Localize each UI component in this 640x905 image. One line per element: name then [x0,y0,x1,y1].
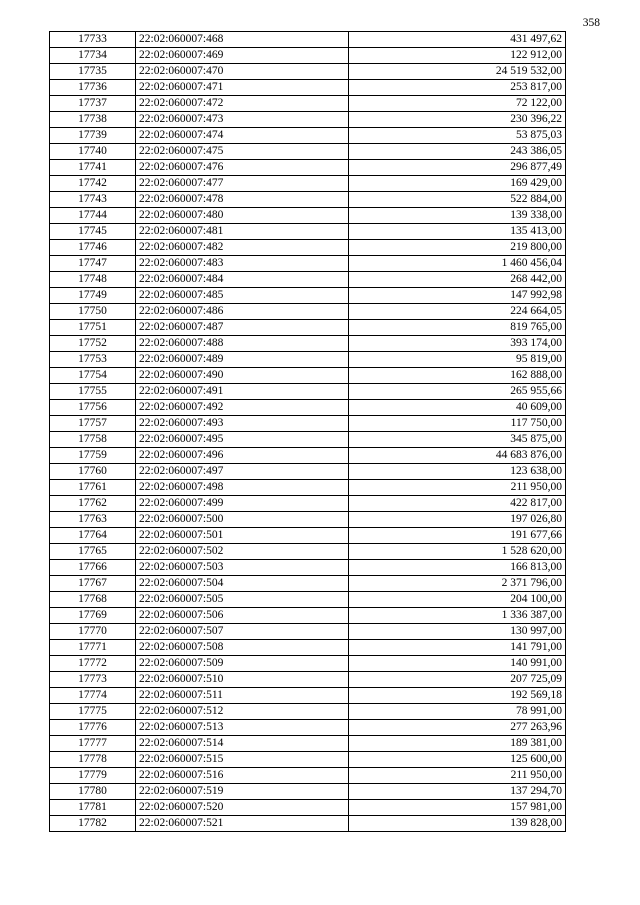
cadastral-number-cell: 22:02:060007:471 [136,80,349,96]
table-row [50,224,566,240]
cadastral-value-cell: 141 791,00 [349,640,566,656]
cadastral-value-cell: 1 528 620,00 [349,544,566,560]
row-number-cell: 17782 [50,816,136,832]
table-row [50,240,566,256]
cadastral-value-cell: 139 828,00 [349,816,566,832]
cadastral-number-cell: 22:02:060007:486 [136,304,349,320]
table-row [50,96,566,112]
cadastral-number-cell: 22:02:060007:483 [136,256,349,272]
cadastral-number-cell: 22:02:060007:492 [136,400,349,416]
table-row [50,112,566,128]
cadastral-value-cell: 40 609,00 [349,400,566,416]
cadastral-value-cell: 2 371 796,00 [349,576,566,592]
cadastral-value-cell: 277 263,96 [349,720,566,736]
cadastral-value-cell: 224 664,05 [349,304,566,320]
row-number-cell: 17741 [50,160,136,176]
cadastral-number-cell: 22:02:060007:473 [136,112,349,128]
table-row [50,688,566,704]
cadastral-value-cell: 166 813,00 [349,560,566,576]
cadastral-value-cell: 211 950,00 [349,768,566,784]
cadastral-number-cell: 22:02:060007:474 [136,128,349,144]
table-row [50,384,566,400]
row-number-cell: 17771 [50,640,136,656]
table-row [50,48,566,64]
row-number-cell: 17755 [50,384,136,400]
table-row [50,656,566,672]
table-row [50,192,566,208]
table-row [50,32,566,48]
cadastral-number-cell: 22:02:060007:469 [136,48,349,64]
table-row [50,784,566,800]
cadastral-value-cell: 122 912,00 [349,48,566,64]
row-number-cell: 17743 [50,192,136,208]
cadastral-value-cell: 522 884,00 [349,192,566,208]
cadastral-number-cell: 22:02:060007:498 [136,480,349,496]
cadastral-number-cell: 22:02:060007:475 [136,144,349,160]
table-row [50,336,566,352]
cadastral-number-cell: 22:02:060007:472 [136,96,349,112]
cadastral-value-cell: 296 877,49 [349,160,566,176]
cadastral-number-cell: 22:02:060007:480 [136,208,349,224]
row-number-cell: 17772 [50,656,136,672]
cadastral-number-cell: 22:02:060007:490 [136,368,349,384]
row-number-cell: 17762 [50,496,136,512]
page-number: 358 [582,17,600,29]
cadastral-value-cell: 192 569,18 [349,688,566,704]
table-row [50,608,566,624]
cadastral-number-cell: 22:02:060007:519 [136,784,349,800]
table-row [50,736,566,752]
cadastral-number-cell: 22:02:060007:468 [136,32,349,48]
cadastral-value-cell: 819 765,00 [349,320,566,336]
row-number-cell: 17753 [50,352,136,368]
row-number-cell: 17739 [50,128,136,144]
cadastral-number-cell: 22:02:060007:482 [136,240,349,256]
cadastral-number-cell: 22:02:060007:497 [136,464,349,480]
cadastral-number-cell: 22:02:060007:509 [136,656,349,672]
table-row [50,544,566,560]
table-row [50,64,566,80]
cadastral-number-cell: 22:02:060007:493 [136,416,349,432]
table-row [50,704,566,720]
cadastral-number-cell: 22:02:060007:501 [136,528,349,544]
cadastral-number-cell: 22:02:060007:521 [136,816,349,832]
cadastral-value-cell: 243 386,05 [349,144,566,160]
row-number-cell: 17756 [50,400,136,416]
table-row [50,512,566,528]
cadastral-value-cell: 422 817,00 [349,496,566,512]
cadastral-value-cell: 253 817,00 [349,80,566,96]
row-number-cell: 17735 [50,64,136,80]
table-row [50,528,566,544]
cadastral-value-cell: 204 100,00 [349,592,566,608]
cadastral-value-cell: 268 442,00 [349,272,566,288]
table-row [50,640,566,656]
cadastral-value-cell: 1 460 456,04 [349,256,566,272]
cadastral-value-cell: 189 381,00 [349,736,566,752]
cadastral-value-cell: 117 750,00 [349,416,566,432]
row-number-cell: 17757 [50,416,136,432]
cadastral-value-cell: 157 981,00 [349,800,566,816]
cadastral-number-cell: 22:02:060007:488 [136,336,349,352]
cadastral-value-cell: 191 677,66 [349,528,566,544]
cadastral-value-cell: 1 336 387,00 [349,608,566,624]
cadastral-number-cell: 22:02:060007:502 [136,544,349,560]
table-row [50,304,566,320]
cadastral-number-cell: 22:02:060007:487 [136,320,349,336]
row-number-cell: 17779 [50,768,136,784]
row-number-cell: 17767 [50,576,136,592]
cadastral-number-cell: 22:02:060007:511 [136,688,349,704]
row-number-cell: 17744 [50,208,136,224]
table-row [50,256,566,272]
table-row [50,624,566,640]
row-number-cell: 17778 [50,752,136,768]
table-row [50,816,566,832]
table-row [50,752,566,768]
table-row [50,592,566,608]
cadastral-number-cell: 22:02:060007:506 [136,608,349,624]
cadastral-value-cell: 345 875,00 [349,432,566,448]
row-number-cell: 17742 [50,176,136,192]
table-row [50,800,566,816]
cadastral-number-cell: 22:02:060007:478 [136,192,349,208]
row-number-cell: 17751 [50,320,136,336]
table-row [50,576,566,592]
cadastral-number-cell: 22:02:060007:505 [136,592,349,608]
row-number-cell: 17781 [50,800,136,816]
cadastral-number-cell: 22:02:060007:508 [136,640,349,656]
row-number-cell: 17770 [50,624,136,640]
cadastral-value-cell: 162 888,00 [349,368,566,384]
table-row [50,768,566,784]
cadastral-number-cell: 22:02:060007:481 [136,224,349,240]
cadastral-number-cell: 22:02:060007:520 [136,800,349,816]
cadastral-number-cell: 22:02:060007:507 [136,624,349,640]
row-number-cell: 17761 [50,480,136,496]
row-number-cell: 17759 [50,448,136,464]
row-number-cell: 17752 [50,336,136,352]
cadastral-value-cell: 140 991,00 [349,656,566,672]
cadastral-value-cell: 207 725,09 [349,672,566,688]
row-number-cell: 17734 [50,48,136,64]
cadastral-value-cell: 197 026,80 [349,512,566,528]
row-number-cell: 17746 [50,240,136,256]
row-number-cell: 17777 [50,736,136,752]
table-row [50,80,566,96]
cadastral-number-cell: 22:02:060007:515 [136,752,349,768]
table-row [50,208,566,224]
table-body [50,32,566,832]
table-row [50,560,566,576]
row-number-cell: 17758 [50,432,136,448]
cadastral-value-cell: 95 819,00 [349,352,566,368]
table-row [50,272,566,288]
cadastral-value-cell: 265 955,66 [349,384,566,400]
cadastral-number-cell: 22:02:060007:514 [136,736,349,752]
table-row [50,416,566,432]
cadastral-value-cell: 72 122,00 [349,96,566,112]
cadastral-value-cell: 135 413,00 [349,224,566,240]
cadastral-value-cell: 53 875,03 [349,128,566,144]
row-number-cell: 17765 [50,544,136,560]
table-row [50,496,566,512]
table-row [50,160,566,176]
row-number-cell: 17737 [50,96,136,112]
cadastral-number-cell: 22:02:060007:512 [136,704,349,720]
cadastral-value-cell: 24 519 532,00 [349,64,566,80]
table-row [50,144,566,160]
cadastral-value-cell: 219 800,00 [349,240,566,256]
cadastral-value-cell: 137 294,70 [349,784,566,800]
table-row [50,672,566,688]
table-row [50,368,566,384]
cadastral-value-cell: 393 174,00 [349,336,566,352]
table-row [50,432,566,448]
cadastral-value-cell: 431 497,62 [349,32,566,48]
cadastral-value-cell: 125 600,00 [349,752,566,768]
table-row [50,288,566,304]
cadastral-number-cell: 22:02:060007:500 [136,512,349,528]
cadastral-value-cell: 44 683 876,00 [349,448,566,464]
cadastral-number-cell: 22:02:060007:504 [136,576,349,592]
cadastral-number-cell: 22:02:060007:496 [136,448,349,464]
table-row [50,480,566,496]
cadastral-number-cell: 22:02:060007:477 [136,176,349,192]
cadastral-number-cell: 22:02:060007:495 [136,432,349,448]
row-number-cell: 17766 [50,560,136,576]
cadastral-number-cell: 22:02:060007:485 [136,288,349,304]
row-number-cell: 17774 [50,688,136,704]
table-row [50,320,566,336]
row-number-cell: 17749 [50,288,136,304]
cadastral-number-cell: 22:02:060007:503 [136,560,349,576]
row-number-cell: 17745 [50,224,136,240]
table-row [50,128,566,144]
row-number-cell: 17769 [50,608,136,624]
row-number-cell: 17750 [50,304,136,320]
row-number-cell: 17773 [50,672,136,688]
cadastral-value-cell: 169 429,00 [349,176,566,192]
cadastral-value-cell: 130 997,00 [349,624,566,640]
table-row [50,720,566,736]
cadastral-number-cell: 22:02:060007:513 [136,720,349,736]
row-number-cell: 17736 [50,80,136,96]
cadastral-number-cell: 22:02:060007:476 [136,160,349,176]
row-number-cell: 17780 [50,784,136,800]
table-row [50,352,566,368]
table-row [50,448,566,464]
row-number-cell: 17748 [50,272,136,288]
cadastral-number-cell: 22:02:060007:499 [136,496,349,512]
cadastral-value-cell: 78 991,00 [349,704,566,720]
row-number-cell: 17775 [50,704,136,720]
table-row [50,400,566,416]
cadastral-value-cell: 230 396,22 [349,112,566,128]
row-number-cell: 17740 [50,144,136,160]
cadastral-value-cell: 139 338,00 [349,208,566,224]
row-number-cell: 17776 [50,720,136,736]
cadastral-number-cell: 22:02:060007:470 [136,64,349,80]
cadastral-number-cell: 22:02:060007:491 [136,384,349,400]
row-number-cell: 17768 [50,592,136,608]
row-number-cell: 17738 [50,112,136,128]
table-row [50,464,566,480]
row-number-cell: 17754 [50,368,136,384]
table-row [50,176,566,192]
cadastral-value-cell: 211 950,00 [349,480,566,496]
row-number-cell: 17760 [50,464,136,480]
cadastral-value-cell: 147 992,98 [349,288,566,304]
cadastral-number-cell: 22:02:060007:489 [136,352,349,368]
cadastral-value-cell: 123 638,00 [349,464,566,480]
cadastral-value-table [49,31,566,832]
row-number-cell: 17733 [50,32,136,48]
row-number-cell: 17763 [50,512,136,528]
cadastral-number-cell: 22:02:060007:484 [136,272,349,288]
row-number-cell: 17747 [50,256,136,272]
cadastral-number-cell: 22:02:060007:510 [136,672,349,688]
cadastral-number-cell: 22:02:060007:516 [136,768,349,784]
row-number-cell: 17764 [50,528,136,544]
